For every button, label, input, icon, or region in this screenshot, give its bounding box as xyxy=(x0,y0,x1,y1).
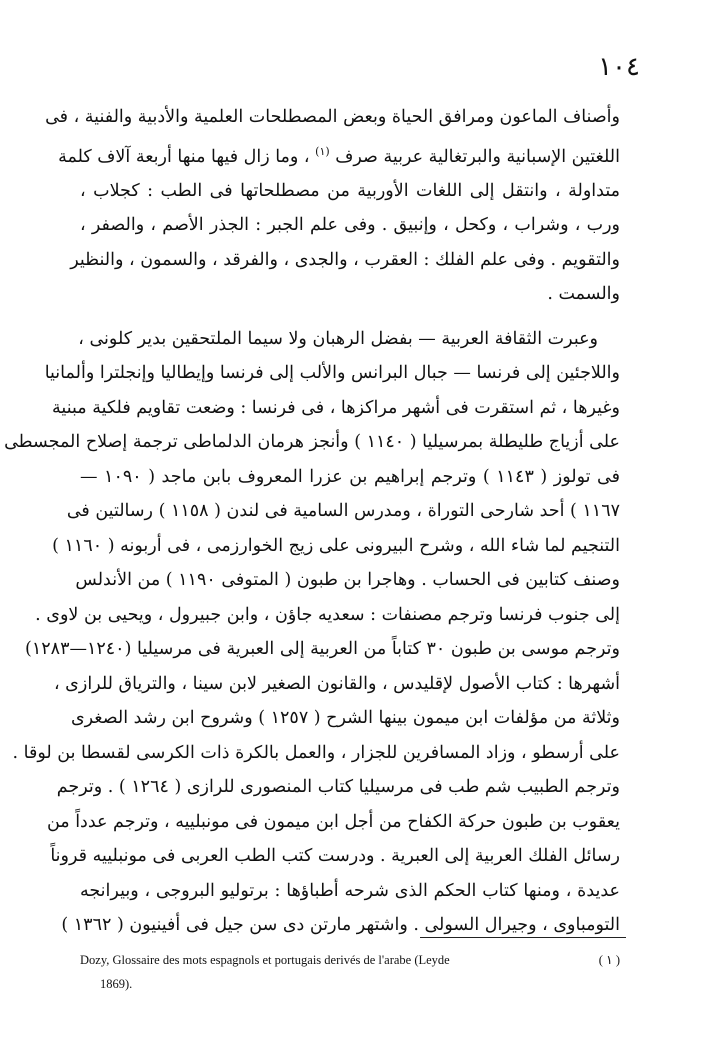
footnote-divider xyxy=(420,937,626,938)
footnote-line xyxy=(80,948,620,972)
text-line: على أزياج طليطلة بمرسيليا ( ١١٤٠ ) وأنجز هرمان الدلماطى ترجمة إصلاح المجسطى xyxy=(4,432,620,453)
text-line: فى تولوز ( ١١٤٣ ) وترجم إبراهيم بن عزرا المعروف بابن ماجد ( ١٠٩٠ — xyxy=(80,466,620,487)
footnote xyxy=(80,948,620,996)
text-line: واللاجئين إلى فرنسا — جبال البرانس والألب إلى فرنسا وإيطاليا وإنجلترا وألمانيا xyxy=(44,363,620,384)
text-line: على أرسطو ، وزاد المسافرين للجزار ، والعمل بالكرة ذات الكرسى لقسطا بن لوقا . xyxy=(12,742,620,763)
footnote-reference[interactable]: (١) xyxy=(315,144,330,158)
text-line: وعبرت الثقافة العربية — بفضل الرهبان ولا سيما الملتحقين بدير كلونى ، xyxy=(78,328,598,349)
text-line: والسمت . xyxy=(547,284,620,305)
text-line: ورب ، وشراب ، وكحل ، وإنبيق . وفى علم الجبر : الجذر الأصم ، والصفر ، xyxy=(80,215,620,236)
text-line: والتقويم . وفى علم الفلك : العقرب ، والجدى ، والفرقد ، والسمون ، والنظير xyxy=(70,249,620,270)
text-line: وغيرها ، ثم استقرت فى أشهر مراكزها ، فى فرنسا : وضعت تقاويم فلكية مبنية xyxy=(52,397,620,418)
text-line: إلى جنوب فرنسا وترجم مصنفات : سعديه جاؤن ، وابن جبيرول ، ويحيى بن لاوى . xyxy=(35,604,620,625)
text-line: وثلاثة من مؤلفات ابن ميمون بينها الشرح ( ١٢٥٧ ) وشروح ابن رشد الصغرى xyxy=(70,708,620,729)
page-number: ١٠٤ xyxy=(598,52,640,82)
text-line: وترجم الطبيب شم طب فى مرسيليا كتاب المنصورى للرازى ( ١٢٦٤ ) . وترجم xyxy=(56,777,620,798)
text-line: يعقوب بن طبون حركة الكفاح من أجل ابن ميمون فى مونبلييه ، وترجم عدداً من xyxy=(46,811,620,832)
text-line: وترجم موسى بن طبون ٣٠ كتاباً من العربية إلى العبرية فى مرسيليا (١٢٤٠—١٢٨٣) xyxy=(25,639,620,660)
text-line: وأصناف الماعون ومرافق الحياة وبعض المصطلحات العلمية والأدبية والفنية ، فى xyxy=(45,107,620,127)
footnote-citation: Dozy, Glossaire des mots espagnols et portugais derivés de l'arabe (Leyde xyxy=(80,953,450,967)
text-line: التومباوى ، وجيرال السولى . واشتهر مارتن دى سن جيل فى أفينيون ( ١٣٦٢ ) xyxy=(61,915,620,936)
text-line: أشهرها : كتاب الأصول لإقليدس ، والقانون الصغير لابن سينا ، والترياق للرازى ، xyxy=(53,673,620,694)
text-line: رسائل الفلك العربية إلى العبرية . ودرست كتب الطب العربى فى مونبلييه قروناً xyxy=(50,846,620,867)
footnote-marker: ( ١ ) xyxy=(598,953,620,967)
text-line-with-footnote-ref xyxy=(58,135,620,174)
text-line: متداولة ، وانتقل إلى اللغات الأوربية من مصطلحاتها فى الطب : كجلاب ، xyxy=(80,180,620,201)
text-line: ١١٦٧ ) أحد شارحى التوراة ، ومدرس السامية فى لندن ( ١١٥٨ ) رسالتين فى xyxy=(66,501,620,522)
text-line: التنجيم لما شاء الله ، وشرح البيرونى على زيج الخوارزمى ، فى أربونه ( ١١٦٠ ) xyxy=(52,535,620,556)
text-line: وصنف كتابين فى الحساب . وهاجرا بن طبون ( المتوفى ١١٩٠ ) من الأندلس xyxy=(75,570,620,591)
text-line-tail: ، وما زال فيها منها أربعة آلاف كلمة xyxy=(58,146,310,167)
paragraph-2 xyxy=(4,322,620,943)
paragraph-1 xyxy=(45,100,620,312)
footnote-line: 1869). xyxy=(100,977,133,991)
body-text xyxy=(4,100,620,943)
text-line-head: اللغتين الإسبانية والبرتغالية عربية صرف xyxy=(335,146,620,167)
text-line: عديدة ، ومنها كتاب الحكم الذى شرحه أطباؤها : برتوليو البروجى ، وبيرانجه xyxy=(80,880,620,901)
